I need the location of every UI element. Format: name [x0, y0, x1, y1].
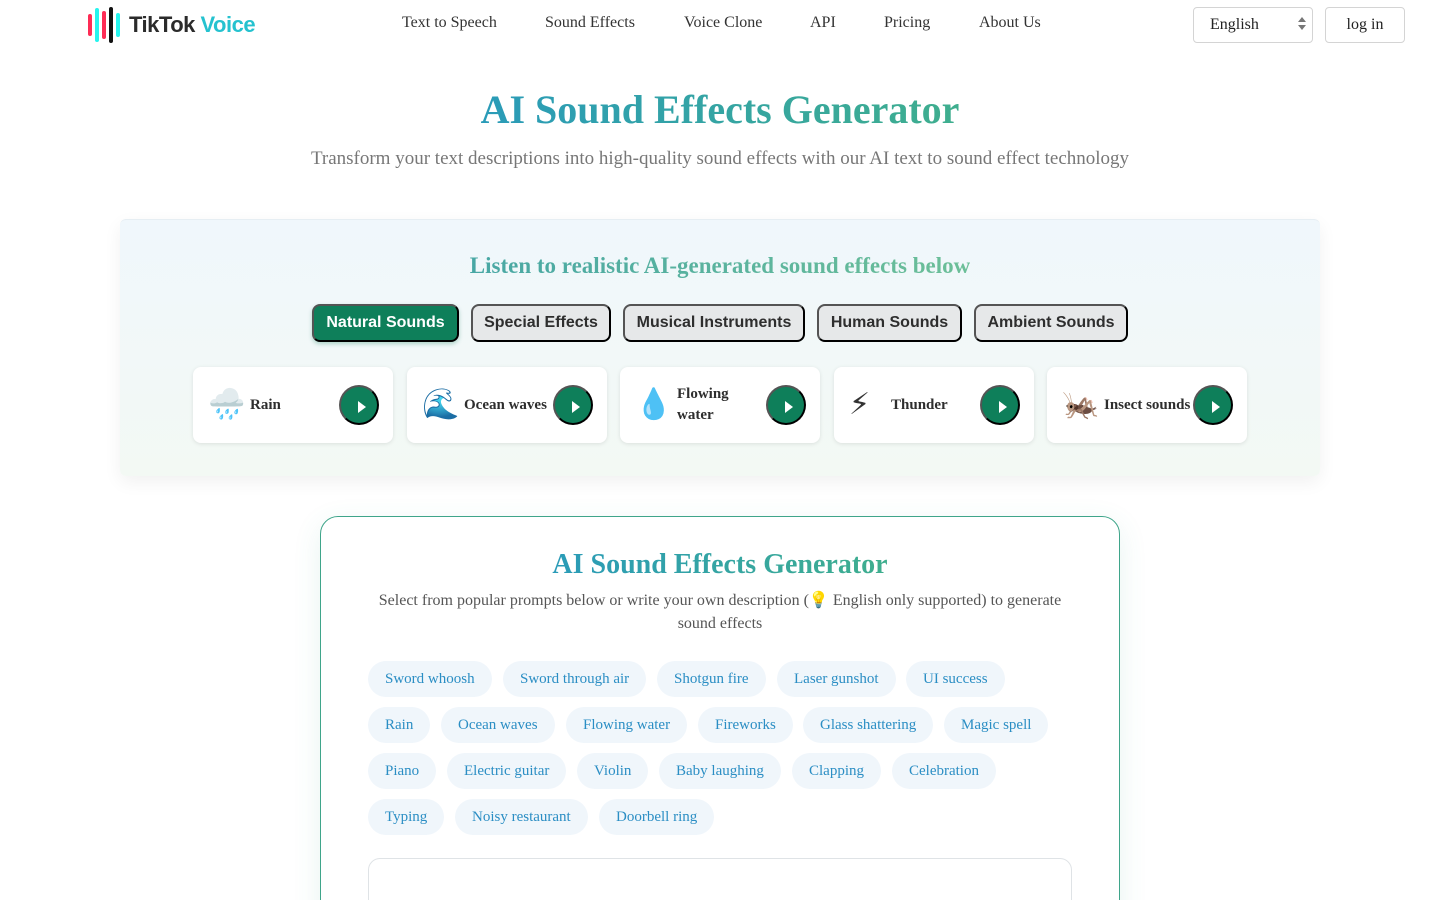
sound-card-rain: [193, 367, 393, 443]
logo-text-voice: Voice: [200, 12, 256, 37]
prompt-chip[interactable]: Sword through air: [503, 661, 646, 697]
logo-text-tiktok: TikTok: [129, 12, 195, 37]
page-subtitle: Transform your text descriptions into high-quality sound effects with our AI text to sound effect technology: [310, 148, 1130, 169]
play-button-insect-sounds[interactable]: [1193, 385, 1233, 425]
tab-human-sounds[interactable]: Human Sounds: [817, 304, 962, 342]
page-title: AI Sound Effects Generator: [480, 87, 960, 132]
play-button-flowing-water[interactable]: [766, 385, 806, 425]
prompt-chip[interactable]: Glass shattering: [803, 707, 933, 743]
play-button-thunder[interactable]: [980, 385, 1020, 425]
tab-special-effects[interactable]: Special Effects: [471, 304, 611, 342]
prompt-chip[interactable]: Sword whoosh: [368, 661, 492, 697]
prompt-chip[interactable]: Flowing water: [566, 707, 687, 743]
nav-pricing[interactable]: Pricing: [884, 14, 931, 31]
logo[interactable]: [88, 7, 255, 43]
play-button-ocean-waves[interactable]: [553, 385, 593, 425]
logo-sound-bars-icon: [88, 7, 120, 43]
prompt-chip[interactable]: Violin: [577, 753, 648, 789]
nav-sound-effects[interactable]: Sound Effects: [545, 14, 635, 31]
sound-card-name: Rain: [250, 396, 281, 413]
prompt-chip[interactable]: UI success: [906, 661, 1005, 697]
lightning-icon: ⚡: [849, 387, 871, 422]
sound-card-name: Ocean waves: [464, 396, 547, 413]
prompt-chip[interactable]: Clapping: [792, 753, 881, 789]
generator-title: AI Sound Effects Generator: [552, 549, 888, 580]
language-select[interactable]: [1193, 7, 1313, 43]
prompt-chip[interactable]: Ocean waves: [441, 707, 555, 743]
sound-card-thunder: [834, 367, 1034, 443]
nav-voice-clone[interactable]: Voice Clone: [684, 14, 763, 31]
logo-text: [129, 12, 255, 38]
prompt-chip[interactable]: Rain: [368, 707, 430, 743]
sound-card-name: Thunder: [891, 396, 948, 413]
play-button-rain[interactable]: [339, 385, 379, 425]
samples-title: Listen to realistic AI-generated sound effects below: [469, 253, 971, 278]
tab-ambient-sounds[interactable]: Ambient Sounds: [974, 304, 1128, 342]
nav-about-us[interactable]: About Us: [979, 14, 1041, 31]
ocean-wave-icon: 🌊: [422, 387, 460, 422]
select-arrows-icon: [1298, 17, 1306, 30]
prompt-chip[interactable]: Fireworks: [698, 707, 793, 743]
rain-cloud-icon: 🌧️: [208, 387, 246, 422]
prompt-chip[interactable]: Typing: [368, 799, 444, 835]
prompt-chip[interactable]: Electric guitar: [447, 753, 566, 789]
sound-card-name: Insect sounds: [1104, 396, 1191, 413]
cricket-icon: 🦗: [1062, 387, 1100, 422]
site-header: [0, 0, 1440, 52]
prompt-textarea[interactable]: [368, 858, 1072, 900]
generator-description: Select from popular prompts below or write your own description (💡 English only supported) to generate sound effects: [378, 592, 1062, 632]
tab-musical-instruments[interactable]: Musical Instruments: [623, 304, 805, 342]
prompt-chip[interactable]: Doorbell ring: [599, 799, 714, 835]
water-drop-icon: 💧: [635, 387, 673, 422]
prompt-chip[interactable]: Piano: [368, 753, 436, 789]
sound-card-ocean-waves: [407, 367, 607, 443]
sound-samples-panel: [120, 219, 1320, 476]
prompt-chip[interactable]: Shotgun fire: [657, 661, 766, 697]
prompt-chip[interactable]: Celebration: [892, 753, 996, 789]
nav-api[interactable]: API: [810, 14, 836, 31]
language-select-value: English: [1210, 16, 1259, 33]
sound-card-flowing-water: [620, 367, 820, 443]
sound-card-name: Flowing water: [677, 386, 729, 423]
tab-natural-sounds[interactable]: Natural Sounds: [312, 304, 459, 342]
login-button[interactable]: log in: [1325, 7, 1405, 43]
prompt-chip[interactable]: Noisy restaurant: [455, 799, 588, 835]
prompt-chip[interactable]: Laser gunshot: [777, 661, 896, 697]
generator-card: [320, 516, 1120, 900]
nav-text-to-speech[interactable]: Text to Speech: [402, 14, 497, 31]
sound-card-insect-sounds: [1047, 367, 1247, 443]
prompt-chip[interactable]: Magic spell: [944, 707, 1048, 743]
prompt-chip[interactable]: Baby laughing: [659, 753, 781, 789]
